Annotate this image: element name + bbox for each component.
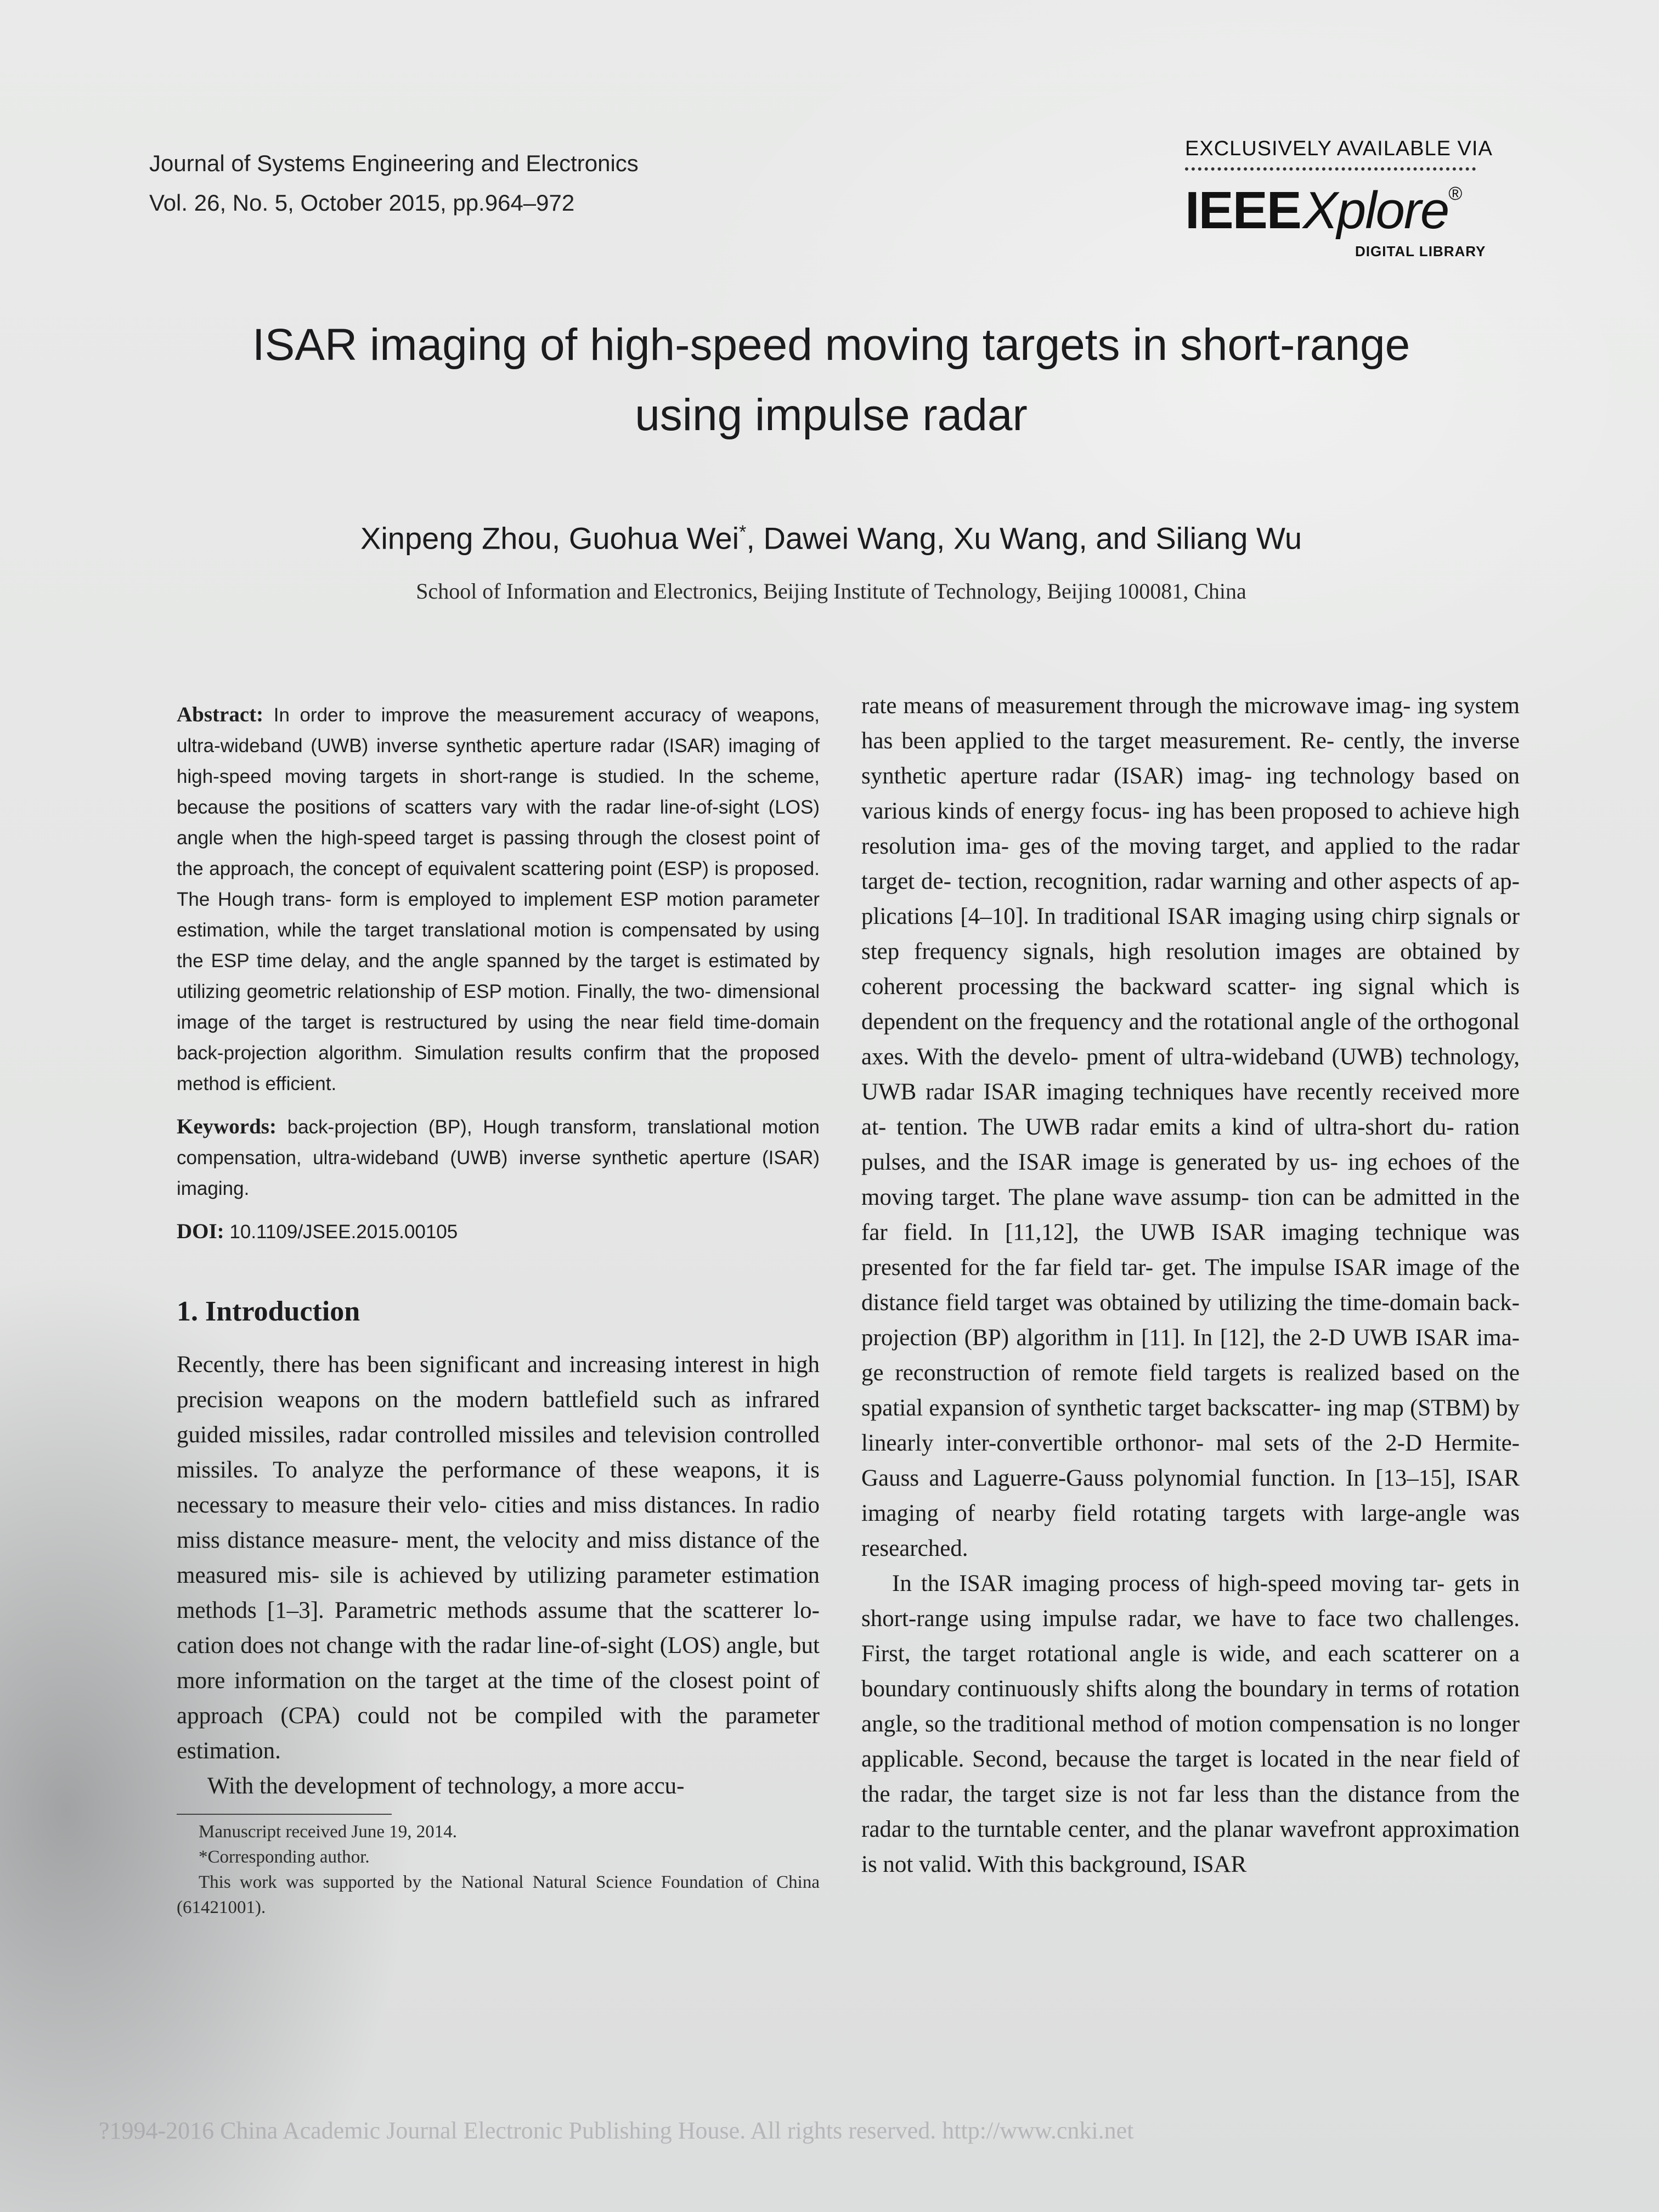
doi-text: 10.1109/JSEE.2015.00105: [229, 1221, 458, 1243]
abstract-label: Abstract:: [177, 703, 264, 726]
authors-first: Xinpeng Zhou, Guohua Wei: [360, 521, 740, 556]
xplore-exclusive-text: EXCLUSIVELY AVAILABLE VIA: [1185, 137, 1493, 160]
xplore-ieee-text: IEEE: [1185, 181, 1301, 240]
abstract-text: In order to improve the measurement accuracy of weapons, ultra-wideband (UWB) inverse synthetic aperture radar (ISAR) imaging of high-speed moving targets in short-range is studied. In the scheme, because the positions of scatters vary with the radar line-of-sight (LOS) angle when the high-speed target is passing through the closest point of the approach, the concept of equivalent scattering point (ESP) is proposed. The Hough trans- form is employed to implement ESP motion parameter estimation, while the target translational motion is compensated by using the ESP time delay, and the angle spanned by the target is estimated by utilizing geometric relationship of ESP motion. Finally, the two- dimensional image of the target is restructured by using the near field time-domain back-projection algorithm. Simulation results confirm that the proposed method is efficient.: [177, 704, 820, 1094]
footnotes: [177, 1819, 820, 1920]
corresponding-star: *: [739, 522, 747, 543]
abstract: [177, 699, 820, 1099]
doi-label: DOI:: [177, 1220, 224, 1243]
xplore-wordmark: [1185, 180, 1509, 263]
xplore-word-text: Xplore: [1302, 181, 1449, 240]
journal-info: [149, 144, 639, 223]
footnote-funding: This work was supported by the National Natural Science Foundation of China (61421001).: [177, 1872, 820, 1917]
journal-name: Journal of Systems Engineering and Electronics: [149, 150, 639, 176]
right-column: [861, 689, 1520, 1882]
xplore-library-text: DIGITAL LIBRARY: [1355, 243, 1486, 259]
intro-paragraph-2-start: With the development of technology, a more accu-: [207, 1773, 685, 1799]
intro-paragraph-2-continued: rate means of measurement through the microwave imag- ing system has been applied to the target measurement. Re- cently, the inverse synthetic aperture radar (ISAR) imag- ing technology based on various kinds of energy focus- ing has been proposed to achieve high resolution ima- ges of the moving target, and applied to the radar target de- tection, recognition, radar warning and other aspects of ap- plications [4–10]. In traditional ISAR imaging using chirp signals or step frequency signals, high resolution images are obtained by coherent processing the backward scatter- ing signal which is dependent on the frequency and the rotational angle of the orthogonal axes. With the develo- pment of ultra-wideband (UWB) technology, UWB radar ISAR imaging techniques have recently received more at- tention. The UWB radar emits a kind of ultra-short du- ration pulses, and the ISAR image is generated by us- ing echoes of the moving target. The plane wave assump- tion can be admitted in the far field. In [11,12], the UWB ISAR imaging technique was presented for the far field tar- get. The impulse ISAR image of the distance field target was obtained by utilizing the time-domain back-projection (BP) algorithm in [11]. In [12], the 2-D UWB ISAR ima- ge reconstruction of remote field targets is realized based on the spatial expansion of synthetic target backscatter- ing map (STBM) by linearly inter-convertible orthonor- mal sets of the 2-D Hermite-Gauss and Laguerre-Gauss polynomial function. In [13–15], ISAR imaging of nearby field rotating targets with large-angle was researched.: [861, 693, 1520, 1561]
paper-affiliation: School of Information and Electronics, Beijing Institute of Technology, Beijing 100081, China: [416, 579, 1246, 603]
intro-paragraph-3: In the ISAR imaging process of high-speed moving tar- gets in short-range using impulse radar, we have to face two challenges. First, the target rotational angle is wide, and each scatterer on a boundary continuously shifts along the boundary in terms of rotation angle, so the traditional method of motion compensation is no longer applicable. Second, because the target is located in the near field of the radar, the target size is not far less than the distance from the radar to the turntable center, and the planar wavefront approximation is not valid. With this background, ISAR: [861, 1571, 1520, 1877]
authors-rest: , Dawei Wang, Xu Wang, and Siliang Wu: [746, 521, 1302, 556]
keywords-label: Keywords:: [177, 1115, 276, 1138]
paper-authors: [110, 510, 1553, 561]
footnote-rule: [177, 1814, 392, 1815]
xplore-dotted-rule: [1185, 167, 1476, 171]
paper-title: [110, 310, 1553, 450]
paper-title-line-2: using impulse radar: [635, 390, 1028, 440]
doi: [177, 1216, 820, 1248]
registered-mark: ®: [1448, 183, 1463, 204]
ieee-xplore-logo: [1185, 137, 1509, 263]
paper-title-line-1: ISAR imaging of high-speed moving targets in short-range: [252, 320, 1410, 370]
journal-volume: Vol. 26, No. 5, October 2015, pp.964–972: [149, 190, 575, 216]
footnote-corresponding: *Corresponding author.: [199, 1847, 370, 1867]
publisher-watermark: ?1994-2016 China Academic Journal Electronic Publishing House. All rights reserved. http://www.cnki.net: [99, 2117, 1134, 2144]
footnote-received: Manuscript received June 19, 2014.: [199, 1822, 458, 1842]
keywords-text: back-projection (BP), Hough transform, translational motion compensation, ultra-wideband (UWB) inverse synthetic aperture (ISAR) imaging.: [177, 1116, 820, 1199]
left-column: [177, 699, 820, 1920]
keywords: [177, 1111, 820, 1204]
intro-paragraph-1: Recently, there has been significant and increasing interest in high precision weapons on the modern battlefield such as infrared guided missiles, radar controlled missiles and television controlled missiles. To analyze the performance of these weapons, it is necessary to measure their velo- cities and miss distances. In radio miss distance measure- ment, the velocity and miss distance of the measured mis- sile is achieved by utilizing parameter estimation methods [1–3]. Parametric methods assume that the scatterer lo- cation does not change with the radar line-of-sight (LOS) angle, but more information on the target at the time of the closest point of approach (CPA) could not be compiled with the parameter estimation.: [177, 1352, 820, 1764]
section-heading-introduction: 1. Introduction: [177, 1296, 360, 1327]
